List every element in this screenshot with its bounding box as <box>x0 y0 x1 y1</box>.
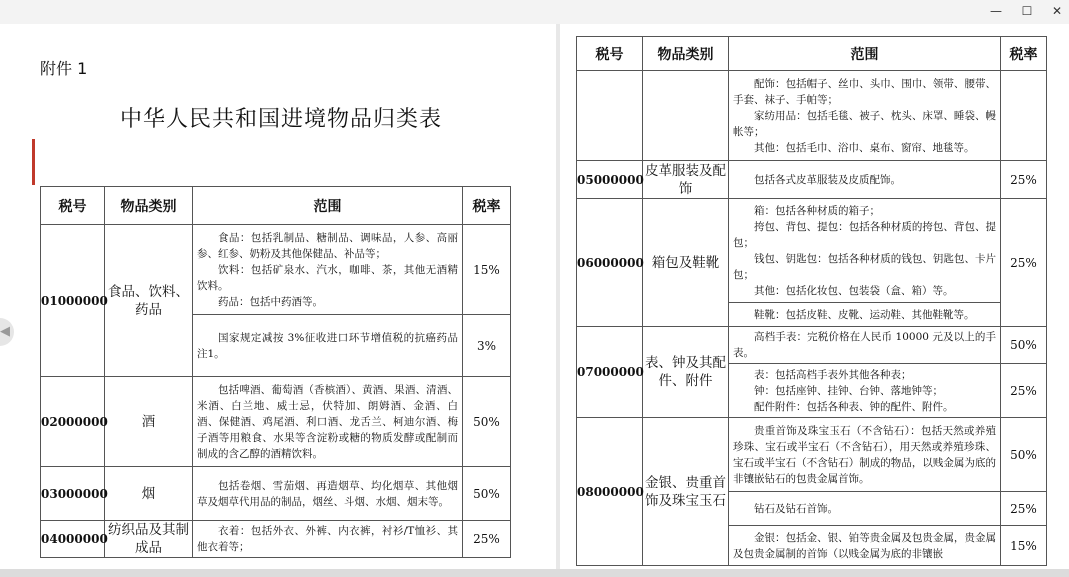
tax-rate: 25% <box>1001 492 1047 526</box>
category-name: 纺织品及其制成品 <box>105 521 193 558</box>
table-row <box>577 161 1047 199</box>
table-row <box>41 225 511 315</box>
header-scope: 范围 <box>729 37 1001 71</box>
tax-rate: 3% <box>463 315 511 377</box>
scope-text <box>729 303 1001 327</box>
close-button[interactable]: ✕ <box>1051 4 1063 18</box>
scope-text <box>729 492 1001 526</box>
tax-rate: 25% <box>1001 199 1047 327</box>
scope-text <box>193 315 463 377</box>
scope-line: 配件附件：包括各种表、钟的配件、附件。 <box>754 400 954 413</box>
table-row <box>577 71 1047 161</box>
table-row <box>41 467 511 521</box>
table-header-row <box>577 37 1047 71</box>
scope-line: 钻石及钻石首饰。 <box>754 502 838 515</box>
scope-line: 箱：包括各种材质的箱子； <box>754 204 880 217</box>
tariff-code: 04000000 <box>41 521 105 558</box>
scope-line: 其他：包括化妆包、包装袋（盒、箱）等。 <box>754 284 954 297</box>
scope-line: 配饰：包括帽子、丝巾、头巾、围巾、领带、腰带、手套、袜子、手帕等； <box>733 77 996 106</box>
scope-text <box>729 199 1001 303</box>
document-title: 中华人民共和国进境物品归类表 <box>120 107 443 132</box>
table-row <box>577 418 1047 492</box>
scope-text <box>729 418 1001 492</box>
scope-text <box>729 71 1001 161</box>
tax-rate: 25% <box>463 521 511 558</box>
header-scope: 范围 <box>193 187 463 225</box>
table-row <box>577 199 1047 303</box>
scope-line: 鞋靴：包括皮鞋、皮靴、运动鞋、其他鞋靴等。 <box>754 308 975 321</box>
scope-line: 衣着：包括外衣、外裤、内衣裤，衬衫/T恤衫、其他衣着等； <box>197 525 458 553</box>
minimize-button[interactable]: — <box>990 4 1002 18</box>
tariff-code: 05000000 <box>577 161 643 199</box>
category-name: 金银、贵重首饰及珠宝玉石 <box>643 418 729 566</box>
classification-table-left <box>40 186 511 558</box>
document-page-right <box>560 24 1069 569</box>
scope-line: 金银：包括金、银、铂等贵金属及包贵金属，贵金属及包贵金属制的首饰（以贱金属为底的非镶嵌 <box>733 531 996 560</box>
scope-text <box>193 225 463 315</box>
header-category: 物品类别 <box>643 37 729 71</box>
prev-page-arrow-icon[interactable]: ◀ <box>0 318 14 346</box>
scope-line: 钟：包括座钟、挂钟、台钟、落地钟等； <box>754 384 943 397</box>
scope-line: 挎包、背包、提包：包括各种材质的挎包、背包、提包； <box>733 220 996 249</box>
scope-line: 表：包括高档手表外其他各种表； <box>754 368 912 381</box>
scope-line: 贵重首饰及珠宝玉石（不含钻石）：包括天然或养殖珍珠、宝石或半宝石（不含钻石），用天然或养殖珍珠、宝石或半宝石（不含钻石）制成的物品，以贱金属为底的非镶嵌钻石的包贵金属首饰。 <box>733 424 996 485</box>
tax-rate: 15% <box>1001 526 1047 566</box>
scope-line: 高档手表：完税价格在人民币 10000 元及以上的手表。 <box>733 331 996 359</box>
scope-text <box>193 521 463 558</box>
category-name: 酒 <box>105 377 193 467</box>
header-code: 税号 <box>577 37 643 71</box>
category-name: 表、钟及其配件、附件 <box>643 327 729 418</box>
table-row <box>577 327 1047 364</box>
annex-label: 附件 1 <box>40 59 88 78</box>
tariff-code: 02000000 <box>41 377 105 467</box>
header-category: 物品类别 <box>105 187 193 225</box>
category-name: 烟 <box>105 467 193 521</box>
header-code: 税号 <box>41 187 105 225</box>
scope-line: 药品：包括中药酒等。 <box>218 295 323 308</box>
maximize-button[interactable]: ☐ <box>1021 4 1033 18</box>
scope-line: 钱包、钥匙包：包括各种材质的钱包、钥匙包、卡片包； <box>733 252 996 281</box>
scope-text <box>729 327 1001 364</box>
tax-rate: 15% <box>463 225 511 315</box>
window-titlebar <box>0 0 1069 24</box>
scope-text <box>193 467 463 521</box>
scope-line: 包括卷烟、雪茄烟、再造烟草、均化烟草、其他烟草及烟草代用品的制品，烟丝、斗烟、水烟、烟末等。 <box>197 479 458 508</box>
category-name: 食品、饮料、药品 <box>105 225 193 377</box>
category-name: 箱包及鞋靴 <box>643 199 729 327</box>
tariff-code: 07000000 <box>577 327 643 418</box>
scope-text <box>729 364 1001 418</box>
text-cursor-marker <box>32 139 35 185</box>
tax-rate <box>1001 71 1047 161</box>
tax-rate: 25% <box>1001 364 1047 418</box>
tariff-code: 03000000 <box>41 467 105 521</box>
scope-line: 包括啤酒、葡萄酒（香槟酒）、黄酒、果酒、清酒、米酒、白兰地、威士忌，伏特加、朗姆酒、金酒、白酒、保健酒、鸡尾酒、利口酒、龙舌兰、柯迪尔酒、梅子酒等用粮食、水果等含淀粉或糖的物质发酵或配制而制成的含乙醇的酒精饮料。 <box>197 383 458 460</box>
tariff-code: 06000000 <box>577 199 643 327</box>
document-page-left <box>0 24 556 569</box>
scope-text <box>193 377 463 467</box>
scope-text <box>729 526 1001 566</box>
tariff-code <box>577 71 643 161</box>
scope-line: 国家规定减按 3%征收进口环节增值税的抗癌药品注1。 <box>197 331 458 360</box>
header-rate: 税率 <box>1001 37 1047 71</box>
scope-line: 包括各式皮革服装及皮质配饰。 <box>754 173 901 186</box>
table-row <box>41 521 511 558</box>
scope-line: 家纺用品：包括毛毯、被子、枕头、床罩、睡袋、幔帐等； <box>733 109 996 138</box>
scope-text <box>729 161 1001 199</box>
header-rate: 税率 <box>463 187 511 225</box>
scope-line: 饮料：包括矿泉水、汽水，咖啡、茶，其他无酒精饮料。 <box>197 263 458 292</box>
scope-line: 食品：包括乳制品、糖制品、调味品，人参、高丽参、红参、奶粉及其他保健品、补品等； <box>197 231 458 260</box>
classification-table-right <box>576 36 1047 566</box>
tax-rate: 50% <box>1001 327 1047 364</box>
category-name <box>643 71 729 161</box>
horizontal-scrollbar[interactable] <box>0 569 1069 577</box>
table-header-row <box>41 187 511 225</box>
category-name: 皮革服装及配饰 <box>643 161 729 199</box>
tax-rate: 50% <box>463 467 511 521</box>
tax-rate: 25% <box>1001 161 1047 199</box>
scope-line: 其他：包括毛巾、浴巾、桌布、窗帘、地毯等。 <box>754 141 975 154</box>
tariff-code: 08000000 <box>577 418 643 566</box>
tariff-code: 01000000 <box>41 225 105 377</box>
tax-rate: 50% <box>1001 418 1047 492</box>
table-row <box>41 377 511 467</box>
tax-rate: 50% <box>463 377 511 467</box>
